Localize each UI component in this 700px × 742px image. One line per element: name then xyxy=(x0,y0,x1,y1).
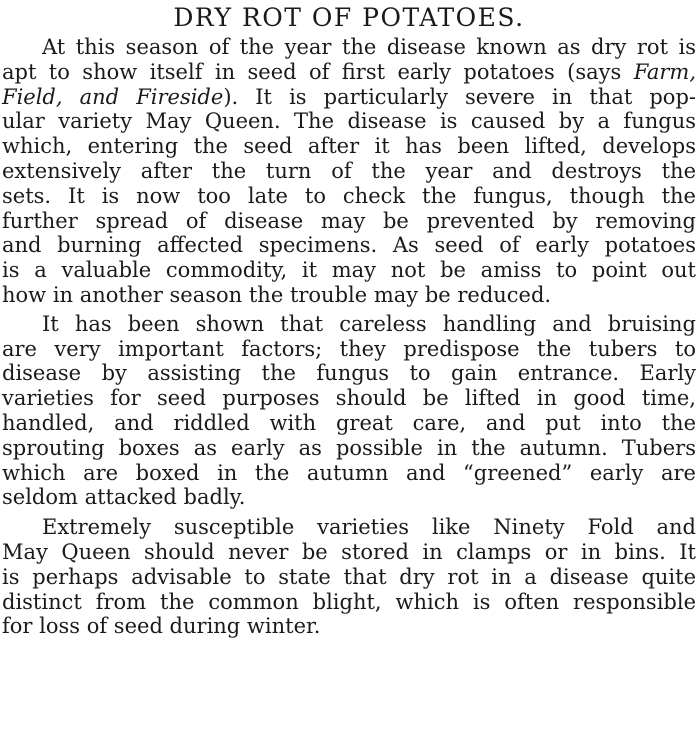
paragraph-3 xyxy=(2,515,696,639)
text-line: At this season of the year the disease known as dry rot is xyxy=(42,35,696,59)
text-line: for loss of seed during winter. xyxy=(2,614,321,639)
text-line: further spread of disease may be prevented by removing xyxy=(2,208,696,233)
text-line: ular variety May Queen. The disease is caused by a fungus xyxy=(2,109,696,134)
text-line: disease by assisting the fungus to gain entrance. Early xyxy=(2,361,696,386)
text-line: how in another season the trouble may be reduced. xyxy=(2,282,552,307)
text-line: are very important factors; they predispose the tubers to xyxy=(2,336,696,361)
text-line: It has been shown that careless handling and bruising xyxy=(42,311,696,336)
article-title: DRY ROT OF POTATOES. xyxy=(173,3,525,32)
text-line: Extremely susceptible varieties like Ninety Fold and xyxy=(42,515,696,540)
text-line: sets. It is now too late to check the fungus, though the xyxy=(2,183,696,208)
text-line: extensively after the turn of the year and destroys the xyxy=(2,158,696,183)
paragraph-2 xyxy=(2,312,696,510)
paragraph-1 xyxy=(2,35,696,308)
article xyxy=(2,0,696,639)
text-line: is perhaps advisable to state that dry rot in a disease quite xyxy=(2,564,696,589)
text-line: varieties for seed purposes should be lifted in good time, xyxy=(2,386,696,411)
text-line: handled, and riddled with great care, and put into the xyxy=(2,410,696,435)
text-line: is a valuable commodity, it may not be amiss to point out xyxy=(2,258,696,283)
text-line: which, entering the seed after it has been lifted, develops xyxy=(2,134,696,159)
text-line: Field, and Fireside). It is particularly severe in that pop- xyxy=(2,84,696,109)
text-line: which are boxed in the autumn and “greened” early are xyxy=(2,460,696,485)
text-line: seldom attacked badly. xyxy=(2,485,246,510)
text-line: and burning affected specimens. As seed of early potatoes xyxy=(2,233,696,258)
text-line: May Queen should never be stored in clamps or in bins. It xyxy=(2,539,696,564)
text-line: sprouting boxes as early as possible in the autumn. Tubers xyxy=(2,435,696,460)
text-line: distinct from the common blight, which is often responsible xyxy=(2,589,696,614)
text-line: apt to show itself in seed of first early potatoes (says Farm, xyxy=(2,59,696,84)
